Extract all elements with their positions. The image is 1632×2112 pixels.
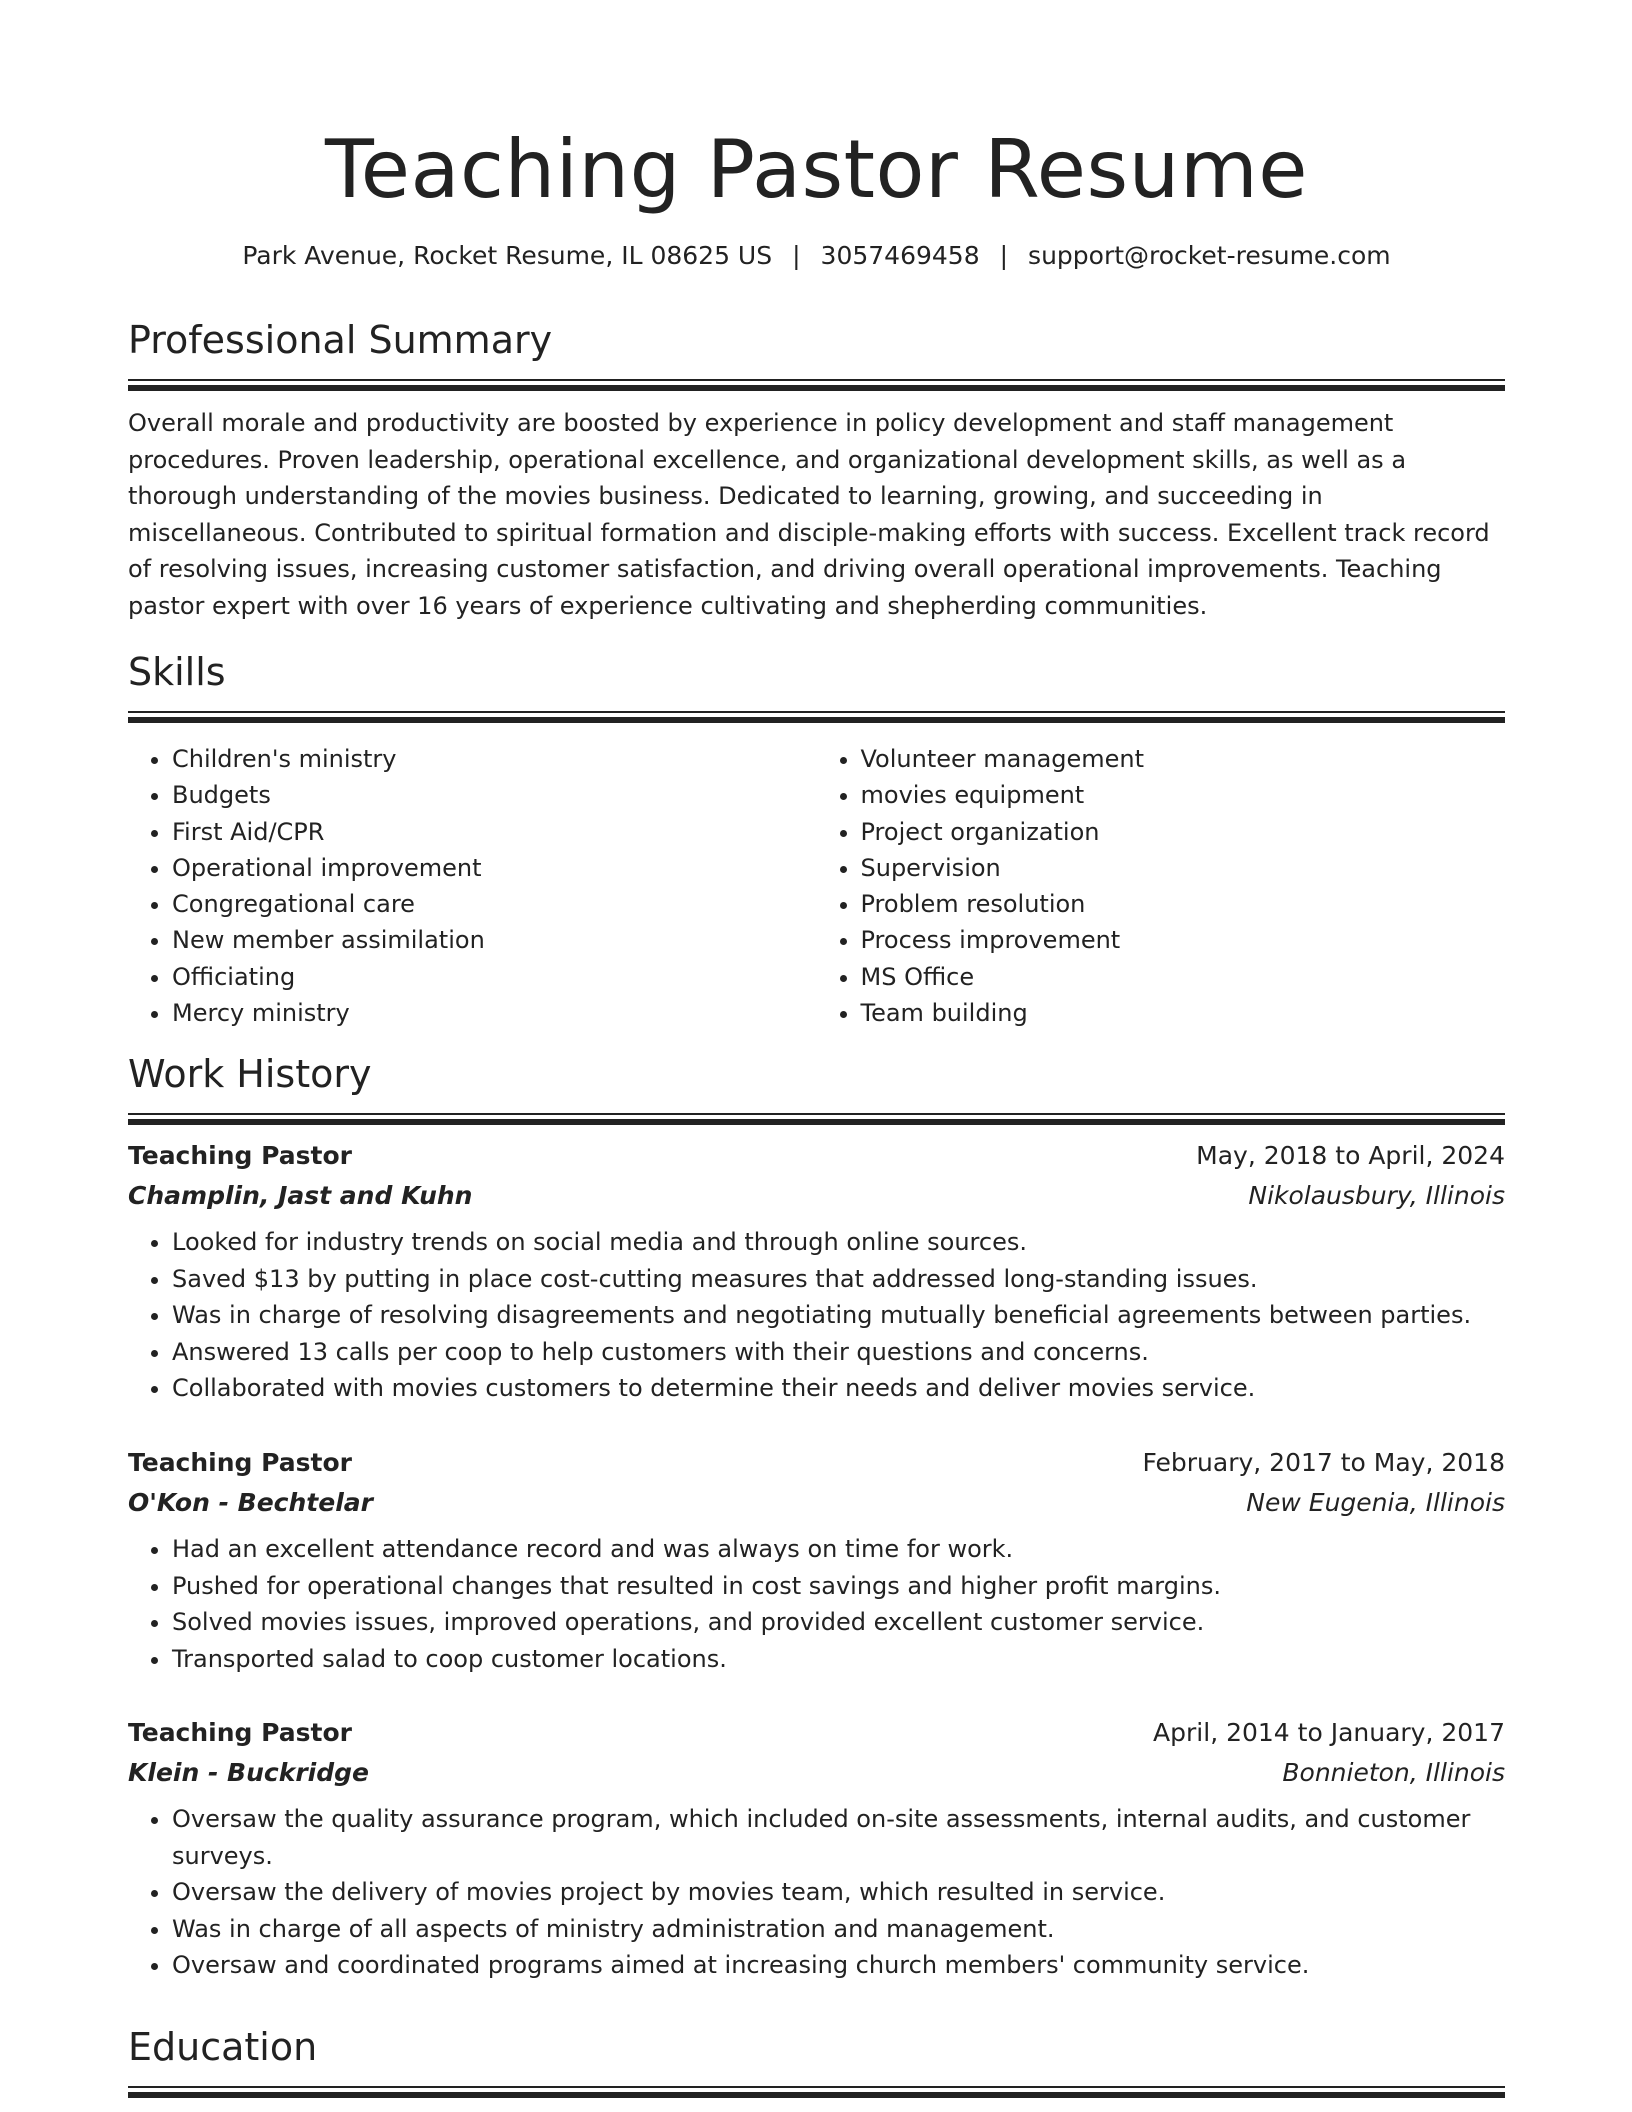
skill-item: • Operational improvement bbox=[172, 850, 817, 886]
contact-line bbox=[128, 238, 1505, 274]
job-title: Teaching Pastor bbox=[128, 1141, 352, 1170]
contact-separator: | bbox=[999, 241, 1009, 270]
job-location: New Eugenia, Illinois bbox=[1246, 1488, 1505, 1517]
job-location: Bonnieton, Illinois bbox=[1282, 1758, 1505, 1787]
skill-item: • First Aid/CPR bbox=[172, 814, 817, 850]
job-bullet: • Saved $13 by putting in place cost-cutting measures that addressed long-standing issues. bbox=[172, 1261, 1505, 1298]
skill-item: • Problem resolution bbox=[861, 886, 1506, 922]
job-header bbox=[128, 1713, 1505, 1753]
skills-heading: Skills bbox=[128, 650, 226, 694]
contact-separator: | bbox=[792, 241, 801, 270]
education-section bbox=[128, 2022, 1505, 2098]
job-subheader bbox=[128, 1483, 1505, 1523]
work-history-heading: Work History bbox=[128, 1052, 372, 1096]
job-bullet: • Looked for industry trends on social media and through online sources. bbox=[172, 1224, 1505, 1261]
skill-item: • Process improvement bbox=[861, 922, 1506, 958]
skill-item: • Supervision bbox=[861, 850, 1506, 886]
skill-item: • Team building bbox=[861, 995, 1506, 1031]
job-bullet: • Oversaw and coordinated programs aimed at increasing church members' community service. bbox=[172, 1947, 1505, 1984]
job-bullets bbox=[128, 1531, 1505, 1677]
skills-column-left bbox=[128, 741, 817, 1031]
job-bullet: • Oversaw the delivery of movies project by movies team, which resulted in service. bbox=[172, 1874, 1505, 1911]
resume-page bbox=[128, 0, 1505, 2069]
contact-phone: 3057469458 bbox=[820, 241, 980, 270]
skill-item: • Project organization bbox=[861, 814, 1506, 850]
job-location: Nikolausbury, Illinois bbox=[1248, 1181, 1505, 1210]
job-bullets bbox=[128, 1224, 1505, 1407]
job-dates: May, 2018 to April, 2024 bbox=[1196, 1141, 1505, 1170]
job-entry bbox=[128, 1136, 1505, 1407]
job-bullet: • Was in charge of resolving disagreements and negotiating mutually beneficial agreements between parties. bbox=[172, 1297, 1505, 1334]
skill-item: • Budgets bbox=[172, 777, 817, 813]
section-divider bbox=[128, 2086, 1505, 2098]
work-history-section bbox=[128, 1049, 1505, 1125]
job-bullet: • Was in charge of all aspects of ministry administration and management. bbox=[172, 1911, 1505, 1948]
job-entry bbox=[128, 1713, 1505, 1984]
job-header bbox=[128, 1136, 1505, 1176]
job-bullet: • Transported salad to coop customer locations. bbox=[172, 1641, 1505, 1678]
job-subheader bbox=[128, 1176, 1505, 1216]
skill-item: • New member assimilation bbox=[172, 922, 817, 958]
job-bullet: • Pushed for operational changes that resulted in cost savings and higher profit margins. bbox=[172, 1568, 1505, 1605]
skill-item: • Children's ministry bbox=[172, 741, 817, 777]
education-heading: Education bbox=[128, 2025, 318, 2069]
job-subheader bbox=[128, 1753, 1505, 1793]
skill-item: • Officiating bbox=[172, 959, 817, 995]
section-divider bbox=[128, 379, 1505, 391]
section-divider bbox=[128, 1113, 1505, 1125]
skill-item: • movies equipment bbox=[861, 777, 1506, 813]
section-divider bbox=[128, 711, 1505, 723]
contact-address: Park Avenue, Rocket Resume, IL 08625 US bbox=[242, 241, 773, 270]
summary-section bbox=[128, 315, 1505, 624]
job-bullet: • Answered 13 calls per coop to help customers with their questions and concerns. bbox=[172, 1334, 1505, 1371]
summary-text: Overall morale and productivity are boosted by experience in policy development and staff management procedures. Proven leadership, operational excellence, and organizational development skills, as well as a thorough understanding of the movies business. Dedicated to learning, growing, and succeeding in miscellaneous. Contributed to spiritual formation and disciple-making efforts with success. Excellent track record of resolving issues, increasing customer satisfaction, and driving overall operational improvements. Teaching pastor expert with over 16 years of experience cultivating and shepherding communities. bbox=[128, 409, 1490, 620]
contact-email: support@rocket-resume.com bbox=[1028, 241, 1391, 270]
job-entry bbox=[128, 1443, 1505, 1677]
job-bullet: • Solved movies issues, improved operations, and provided excellent customer service. bbox=[172, 1604, 1505, 1641]
skill-item: • Congregational care bbox=[172, 886, 817, 922]
job-company: Champlin, Jast and Kuhn bbox=[128, 1181, 473, 1210]
job-bullet: • Oversaw the quality assurance program, which included on-site assessments, internal audits, and customer surveys. bbox=[172, 1801, 1505, 1874]
job-bullets bbox=[128, 1801, 1505, 1984]
job-bullet: • Had an excellent attendance record and was always on time for work. bbox=[172, 1531, 1505, 1568]
job-title: Teaching Pastor bbox=[128, 1718, 352, 1747]
job-title: Teaching Pastor bbox=[128, 1448, 352, 1477]
skill-item: • MS Office bbox=[861, 959, 1506, 995]
job-company: O'Kon - Bechtelar bbox=[128, 1488, 373, 1517]
skills-grid bbox=[128, 741, 1505, 1031]
skill-item: • Volunteer management bbox=[861, 741, 1506, 777]
skills-section bbox=[128, 647, 1505, 1031]
job-header bbox=[128, 1443, 1505, 1483]
job-dates: April, 2014 to January, 2017 bbox=[1153, 1718, 1505, 1747]
job-dates: February, 2017 to May, 2018 bbox=[1142, 1448, 1505, 1477]
resume-title: Teaching Pastor Resume bbox=[324, 123, 1309, 216]
skills-column-right bbox=[817, 741, 1506, 1031]
skill-item: • Mercy ministry bbox=[172, 995, 817, 1031]
job-company: Klein - Buckridge bbox=[128, 1758, 369, 1787]
summary-heading: Professional Summary bbox=[128, 318, 553, 362]
job-bullet: • Collaborated with movies customers to determine their needs and deliver movies service. bbox=[172, 1370, 1505, 1407]
